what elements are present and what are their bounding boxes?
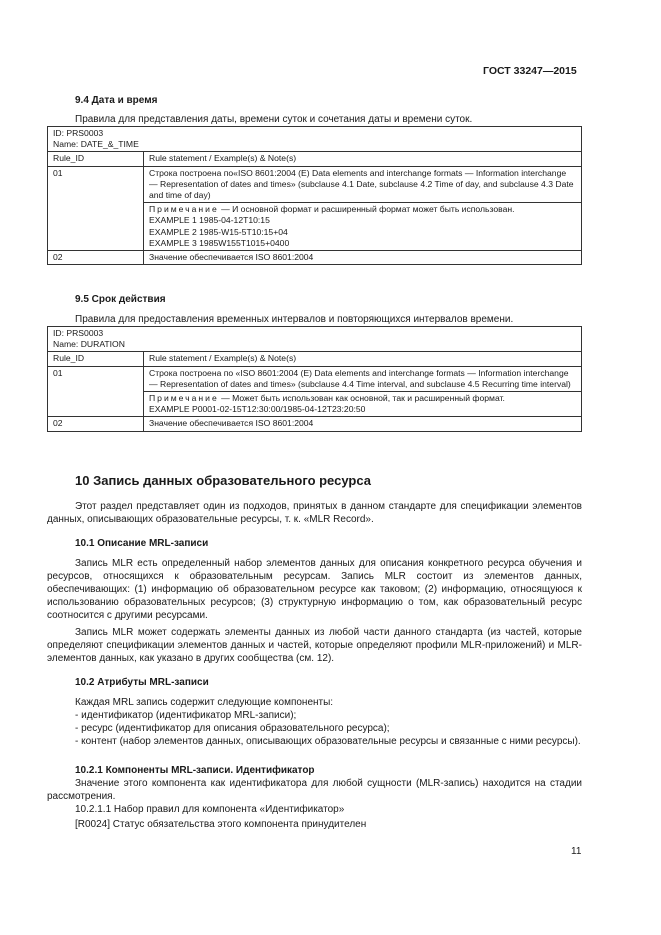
rule-note <box>149 204 577 215</box>
section-10-1-heading: 10.1 Описание MRL-записи <box>75 538 209 549</box>
rule-note <box>149 393 577 404</box>
table-id-cell <box>48 127 582 152</box>
section-9-5-intro: Правила для предоставления временных интервалов и повторяющихся интервалов времени. <box>75 314 514 325</box>
rule-id-cell: 01 <box>48 166 144 250</box>
table-id: ID: PRS0003 <box>53 128 104 138</box>
example-line: EXAMPLE 1 1985-04-12T10:15 <box>149 215 270 226</box>
rule-statement-cell: Строка построена по«ISO 8601:2004 (E) Data elements and interchange formats — Information interchange — Representation of dates and times» (subclause 4.1 Date, subclause 4.2 Time of day, and subclause 4.3 Date and time of day) <box>144 166 582 203</box>
table-id: ID: PRS0003 <box>53 328 104 338</box>
section-10-2-1-1-heading: 10.2.1.1 Набор правил для компонента «Идентификатор» <box>75 804 345 815</box>
date-time-rules-table <box>47 126 582 265</box>
section-9-4-heading: 9.4 Дата и время <box>75 95 158 106</box>
table-name: Name: DATE_&_TIME <box>53 139 139 150</box>
rule-statement-cell: Значение обеспечивается ISO 8601:2004 <box>144 251 582 265</box>
list-item: - ресурс (идентификатор для описания образовательного ресурса); <box>75 723 390 734</box>
table-header-row <box>48 327 582 352</box>
section-10-1-paragraph-1: Запись MLR есть определенный набор элементов данных для описания конкретного ресурса обучения и ресурсов, относящихся к образовательным ресурсам. Запись MLR состоит из элементов данных, обеспечивающих: (1) информацию об образовательном ресурсе как таковом; (2) информацию, относящуюся к использованию образовательных ресурсов; (3) структурную информацию о том, как образовательный ресурс соотносится с другими ресурсами. <box>47 558 582 621</box>
section-10-1-paragraph-2: Запись MLR может содержать элементы данных из любой части данного стандарта (из частей, которые определяют спецификации элементов данных и частей, которые определяют профили MLR-приложений) и MLR-элементов данных, как указано в других сообщества (см. 12). <box>47 627 582 664</box>
rule-id-cell: 02 <box>48 417 144 431</box>
rule-statement-cell: Строка построена по «ISO 8601:2004 (E) Data elements and interchange formats — Information interchange — Representation of dates and times» (subclause 4.4 Time interval, and subclause 4.5 Recurring time interval) <box>144 366 582 391</box>
example-line: EXAMPLE 2 1985-W15-5T10:15+04 <box>149 226 288 237</box>
section-10-heading: 10 Запись данных образовательного ресурса <box>75 473 371 488</box>
rule-id-cell: 01 <box>48 366 144 417</box>
table-id-cell <box>48 327 582 352</box>
duration-rules-table <box>47 326 582 432</box>
note-text: — И основной формат и расширенный формат может быть использован. <box>218 204 515 215</box>
table-row <box>48 417 582 431</box>
col-header-rule-id: Rule_ID <box>48 352 144 366</box>
table-row <box>48 251 582 265</box>
table-name: Name: DURATION <box>53 339 125 350</box>
rule-note-cell <box>144 392 582 417</box>
col-header-rule-id: Rule_ID <box>48 152 144 166</box>
section-9-4-intro: Правила для представления даты, времени суток и сочетания даты и времени суток. <box>75 114 473 125</box>
example-line: EXAMPLE 3 1985W155T1015+0400 <box>149 237 290 248</box>
note-label: Примечание <box>149 204 219 215</box>
note-label: Примечание <box>149 393 219 404</box>
table-row <box>48 166 582 203</box>
note-text: — Может быть использован как основной, так и расширенный формат. <box>218 393 505 404</box>
section-10-intro: Этот раздел представляет один из подходов, принятых в данном стандарте для спецификации элементов данных, описывающих образовательные ресурсы, т. к. «MLR Record». <box>47 501 582 525</box>
section-10-2-1-paragraph: Значение этого компонента как идентификатора для любой сущности (MLR-запись) находится на стадии рассмотрения. <box>47 778 582 802</box>
section-10-2-list <box>47 696 582 748</box>
table-header-row <box>48 127 582 152</box>
section-9-5-heading: 9.5 Срок действия <box>75 294 166 305</box>
rule-r0024: [R0024] Статус обязательства этого компонента принудителен <box>75 819 367 830</box>
rule-note-cell <box>144 203 582 251</box>
example-line: EXAMPLE P0001-02-15T12:30:00/1985-04-12T23:20:50 <box>149 404 366 415</box>
rule-statement-cell: Значение обеспечивается ISO 8601:2004 <box>144 417 582 431</box>
page-number: 11 <box>571 846 582 857</box>
list-item: - идентификатор (идентификатор MRL-записи); <box>75 710 297 721</box>
col-header-statement: Rule statement / Example(s) & Note(s) <box>144 152 582 166</box>
document-code: ГОСТ 33247—2015 <box>483 65 577 77</box>
section-10-2-heading: 10.2 Атрибуты MRL-записи <box>75 677 209 688</box>
table-column-headers <box>48 152 582 166</box>
rule-id-cell: 02 <box>48 251 144 265</box>
table-row <box>48 366 582 391</box>
section-10-2-1-heading: 10.2.1 Компоненты MRL-записи. Идентификатор <box>75 765 315 776</box>
col-header-statement: Rule statement / Example(s) & Note(s) <box>144 352 582 366</box>
list-item: - контент (набор элементов данных, описывающих образовательные ресурсы и связанные с ними ресурсы). <box>75 736 581 747</box>
list-intro: Каждая MRL запись содержит следующие компоненты: <box>75 697 334 708</box>
table-column-headers <box>48 352 582 366</box>
